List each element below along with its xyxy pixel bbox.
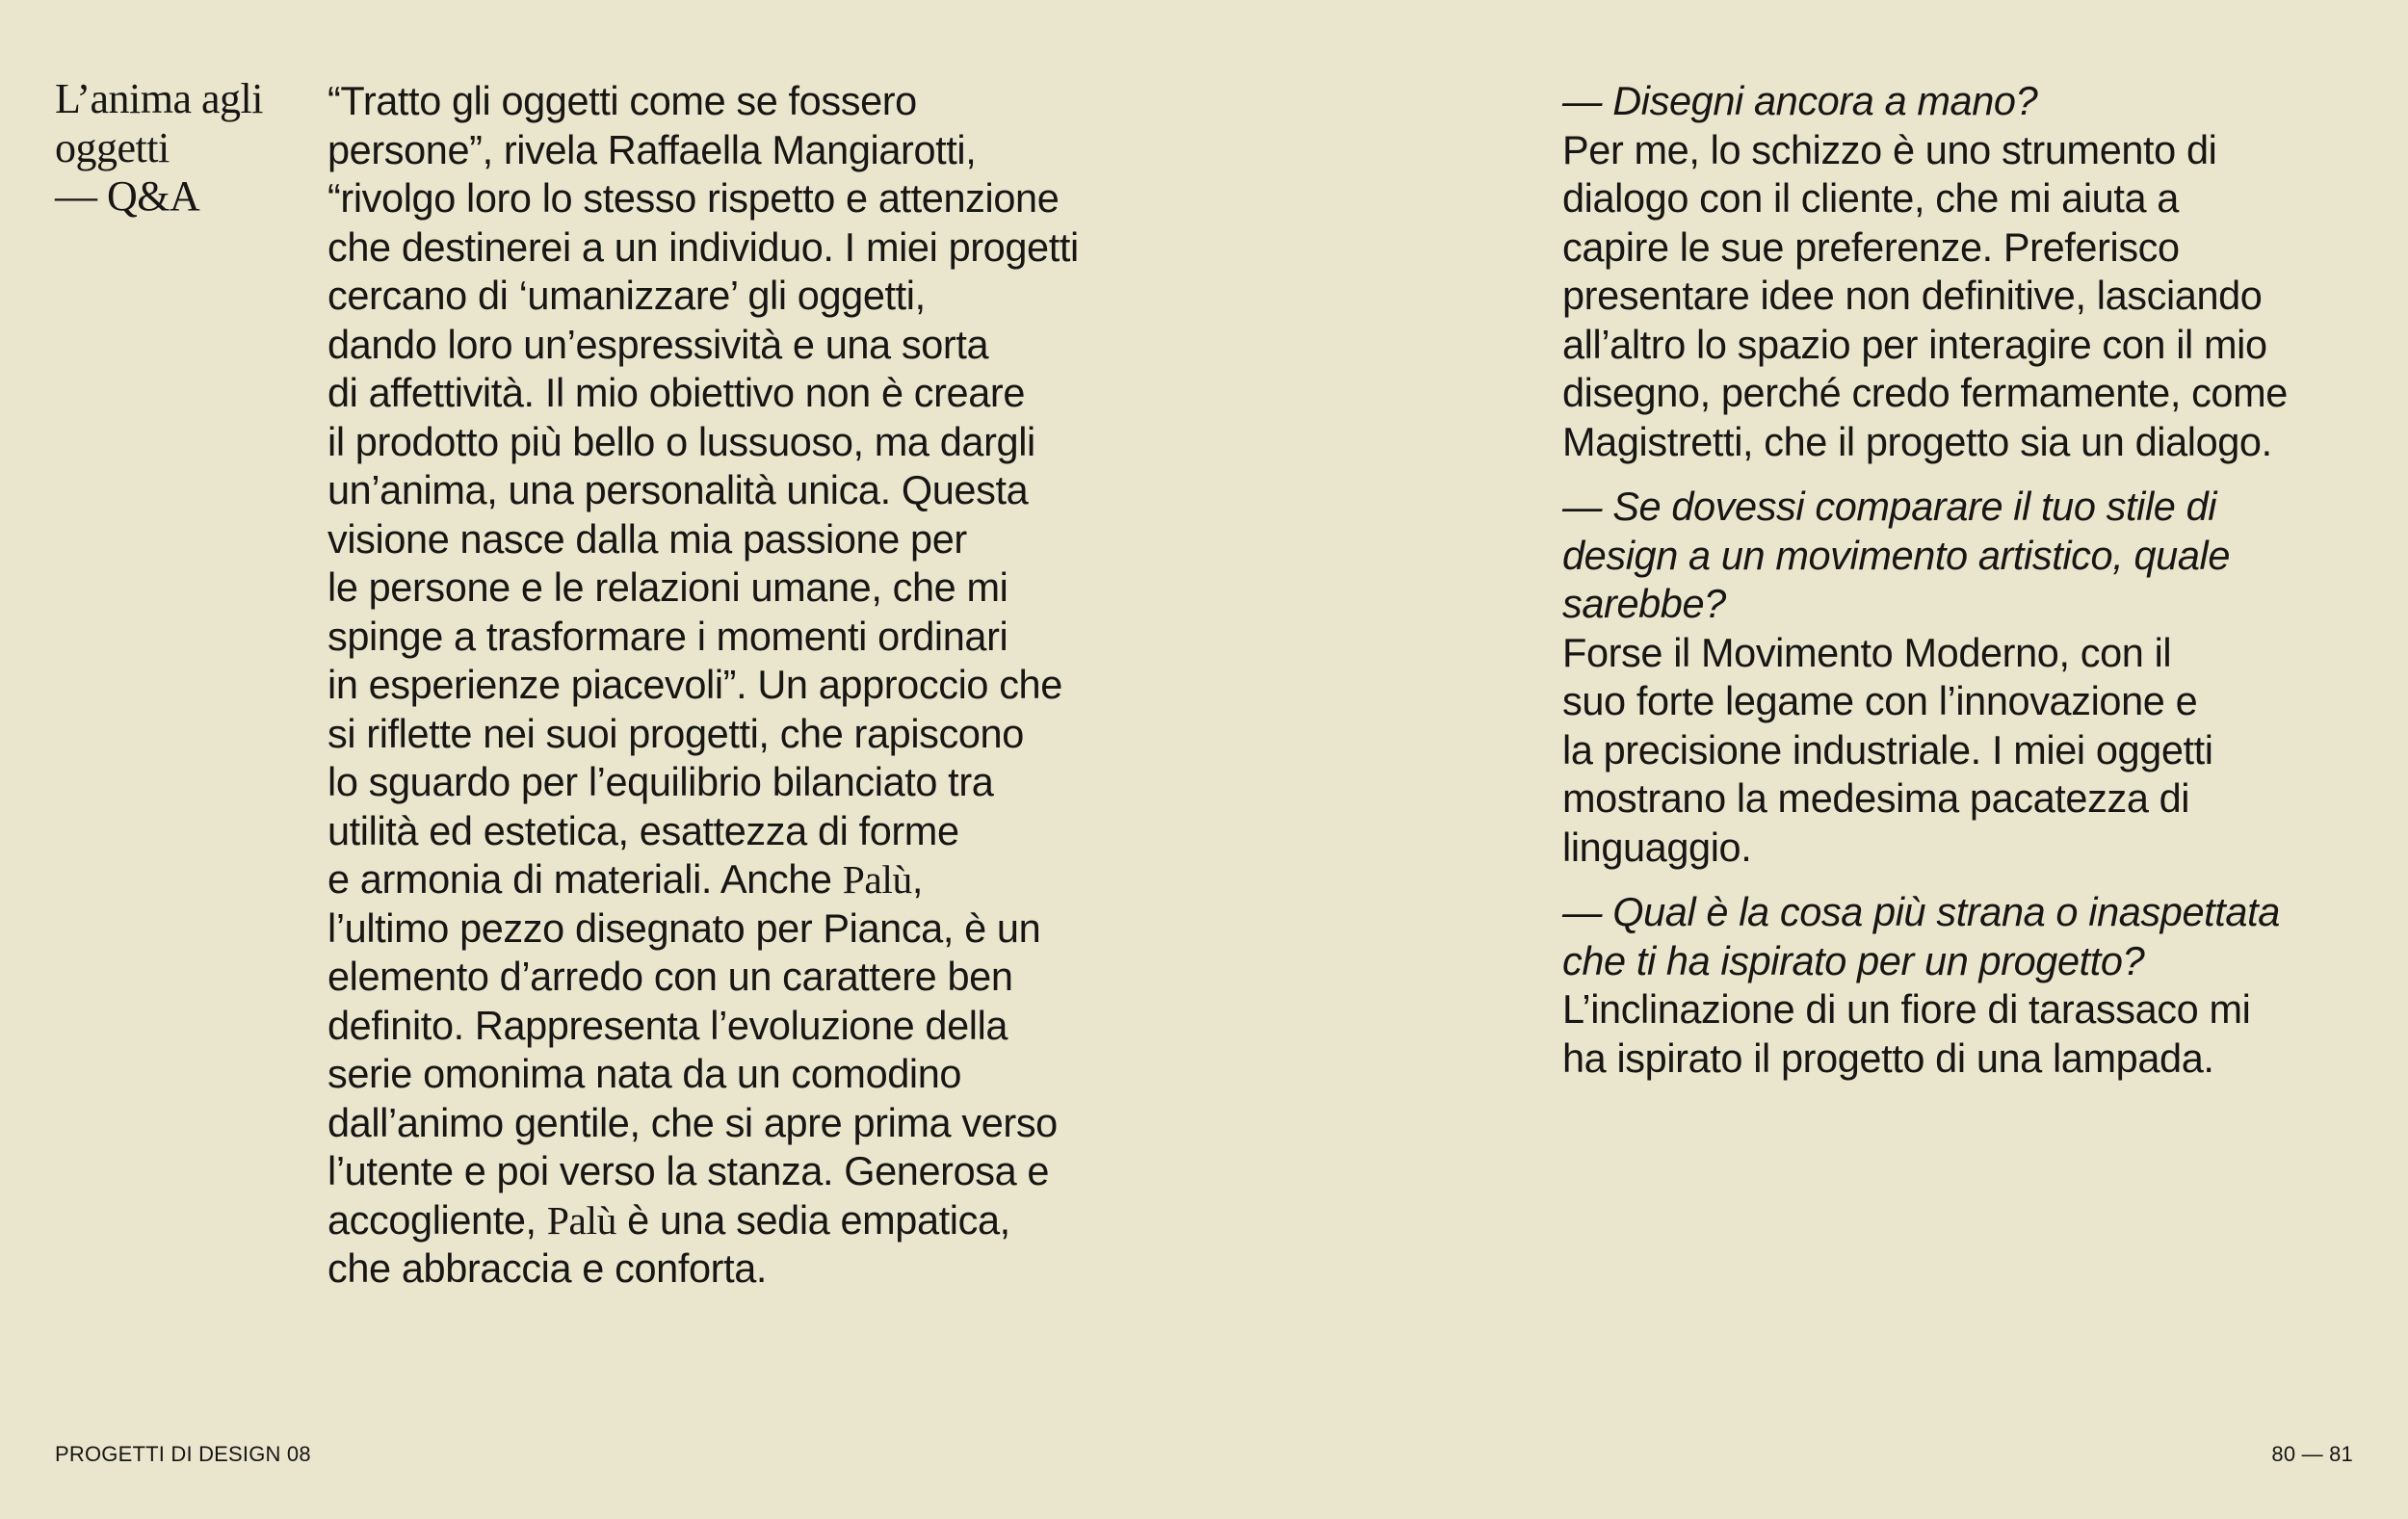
article-line — [327, 953, 1180, 1002]
text-segment: le persone e le relazioni umane, che mi — [327, 564, 1008, 610]
answer-line: all’altro lo spazio per interagire con il mio — [1562, 321, 2267, 367]
article-line — [327, 126, 1180, 175]
text-segment: utilità ed estetica, esattezza di forme — [327, 807, 959, 853]
text-segment: lo sguardo per l’equilibrio bilanciato tra — [327, 759, 994, 804]
question-line: — Se dovessi comparare il tuo stile di — [1562, 484, 2217, 529]
question-line: sarebbe? — [1562, 581, 1726, 626]
article-line — [327, 1099, 1180, 1148]
text-segment: dall’animo gentile, che si apre prima verso — [327, 1099, 1058, 1145]
article-line — [327, 1002, 1180, 1051]
text-segment: dando loro un’espressività e una sorta — [327, 321, 989, 367]
article-line — [327, 613, 1180, 662]
footer-publication-title: PROGETTI DI DESIGN 08 — [55, 1442, 311, 1466]
text-segment: spinge a trasformare i momenti ordinari — [327, 613, 1008, 659]
text-segment: l’ultimo pezzo disegnato per Pianca, è un — [327, 904, 1041, 951]
article-line — [327, 1196, 1180, 1245]
article-line — [327, 1147, 1180, 1196]
answer-line: Forse il Movimento Moderno, con il — [1562, 629, 2172, 675]
kicker-line: oggetti — [55, 123, 170, 171]
answer-line: ha ispirato il progetto di una lampada. — [1562, 1034, 2214, 1081]
article-line — [327, 807, 1180, 856]
text-segment: in esperienze piacevoli”. Un approccio che — [327, 662, 1062, 707]
qa-column — [1562, 77, 2408, 1083]
answer-line: L’inclinazione di un fiore di tarassaco mi — [1562, 986, 2251, 1032]
article-line — [327, 515, 1180, 564]
product-name: Palù — [546, 1197, 616, 1243]
answer-line: la precisione industriale. I miei oggetti — [1562, 726, 2213, 773]
article-line — [327, 758, 1180, 807]
article-line — [327, 174, 1180, 223]
article-line — [327, 418, 1180, 467]
text-segment: visione nasce dalla mia passione per — [327, 515, 967, 562]
article-line — [327, 77, 1180, 126]
text-segment: un’anima, una personalità unica. Questa — [327, 467, 1029, 512]
answer-line: presentare idee non definitive, lasciando — [1562, 273, 2263, 318]
answer-line: Per me, lo schizzo è uno strumento di — [1562, 126, 2217, 172]
article-line — [327, 661, 1180, 710]
article-line — [327, 855, 1180, 904]
text-segment: l’utente e poi verso la stanza. Generosa e — [327, 1148, 1050, 1193]
answer-line: mostrano la medesima pacatezza di — [1562, 775, 2190, 821]
text-segment: , — [911, 856, 924, 902]
question-line: design a un movimento artistico, quale — [1562, 532, 2230, 578]
text-segment: cercano di ‘umanizzare’ gli oggetti, — [327, 273, 926, 318]
text-segment: di affettività. Il mio obiettivo non è creare — [327, 370, 1026, 415]
text-segment: il prodotto più bello o lussuoso, ma dargli — [327, 418, 1035, 464]
article-line — [327, 272, 1180, 321]
answer-line: disegno, perché credo fermamente, come — [1562, 370, 2288, 415]
text-segment: che abbraccia e conforta. — [327, 1245, 768, 1291]
text-segment: definito. Rappresenta l’evoluzione della — [327, 1002, 1008, 1048]
text-segment: “Tratto gli oggetti come se fossero — [327, 78, 917, 123]
text-segment: serie omonima nata da un comodino — [327, 1051, 962, 1096]
answer-line: dialogo con il cliente, che mi aiuta a — [1562, 175, 2179, 221]
article-line — [327, 321, 1180, 370]
text-segment: è una sedia empatica, — [616, 1196, 1010, 1243]
footer-page-numbers: 80 — 81 — [2271, 1442, 2353, 1466]
question-line: che ti ha ispirato per un progetto? — [1562, 937, 2145, 983]
text-segment: persone”, rivela Raffaella Mangiarotti, — [327, 126, 977, 172]
text-segment: che destinerei a un individuo. I miei progetti — [327, 223, 1079, 270]
answer-line: Magistretti, che il progetto sia un dialogo. — [1562, 418, 2272, 464]
text-segment: elemento d’arredo con un carattere ben — [327, 954, 1013, 999]
text-segment: “rivolgo loro lo stesso rispetto e attenzione — [327, 175, 1060, 221]
qa-group — [1562, 888, 2408, 1083]
article-line — [327, 1244, 1180, 1294]
article-line — [327, 369, 1180, 418]
section-kicker — [55, 75, 263, 222]
text-segment: e armonia di materiali. Anche — [327, 856, 843, 902]
text-segment: si riflette nei suoi progetti, che rapiscono — [327, 710, 1024, 756]
article-line — [327, 1050, 1180, 1099]
answer-line: linguaggio. — [1562, 824, 1752, 870]
article-line — [327, 904, 1180, 954]
answer-line: capire le sue preferenze. Preferisco — [1562, 223, 2180, 270]
product-name: Palù — [842, 857, 912, 902]
article-line — [327, 710, 1180, 759]
article-line — [327, 466, 1180, 515]
qa-group — [1562, 77, 2408, 466]
answer-line: suo forte legame con l’innovazione e — [1562, 678, 2198, 723]
qa-group — [1562, 483, 2408, 872]
text-segment: accogliente, — [327, 1196, 547, 1243]
article-column — [327, 77, 1180, 1294]
article-line — [327, 563, 1180, 613]
article-line — [327, 223, 1180, 273]
kicker-line: — Q&A — [55, 172, 200, 220]
kicker-line: L’anima agli — [55, 75, 263, 122]
question-line: — Qual è la cosa più strana o inaspettata — [1562, 889, 2280, 934]
question-line: — Disegni ancora a mano? — [1562, 78, 2038, 123]
